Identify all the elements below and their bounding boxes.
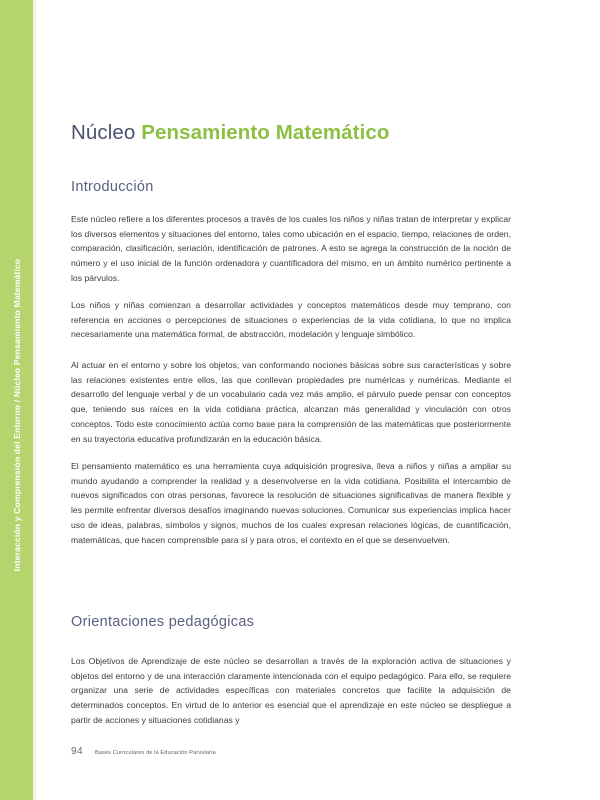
heading-orientaciones-pedagogicas: Orientaciones pedagógicas	[71, 614, 255, 631]
page-title	[71, 120, 390, 146]
intro-paragraph-3: Al actuar en el entorno y sobre los objetos, van conformando nociones básicas sobre sus características y sobre las relaciones existentes entre ellos, las que conllevan propiedades pre numéricas y numéricas. Mediante el desarrollo del lenguaje verbal y de un vocabulario cada vez más amplio, el párvulo puede pensar con conceptos que, teniendo sus raíces en la vida cotidiana práctica, alcanzan más generalidad y vinculación con otros conceptos. Todo este conocimiento actúa como base para la comprensión de las matemáticas que posteriormente en su trayectoria educativa profundizarán en la educación básica.	[71, 359, 511, 445]
intro-paragraph-4: El pensamiento matemático es una herramienta cuya adquisición progresiva, lleva a niños y niñas a ampliar su mundo ayudando a comprender la realidad y a desenvolverse en la vida cotidiana. Posibilita el intercambio de nuevos significados con otras personas, favorece la resolución de situaciones significativas de manera flexible y les permite enfrentar diversos desafíos imaginando nuevas soluciones. Comunicar sus experiencias implica hacer uso de ideas, palabras, símbolos y signos, muchos de los cuales expresan relaciones lógicas, de cuantificación, matemáticas, que hacen comprensible para sí y para otros, el contexto en el que se desenvuelven.	[71, 460, 511, 546]
orientaciones-paragraph-1: Los Objetivos de Aprendizaje de este núcleo se desarrollan a través de la exploración activa de situaciones y objetos del entorno y de una interacción claramente intencionada con el equipo pedagógico. Para ello, se requiere organizar una serie de actividades específicas con materiales concretos que facilite la adquisición de determinados conceptos. En virtud de lo anterior es esencial que el aprendizaje en este núcleo se despliegue a partir de acciones y situaciones cotidianas y	[71, 655, 511, 726]
heading-introduccion: Introducción	[71, 179, 154, 196]
footer-document-name: Bases Curriculares de la Educación Parvularia	[94, 750, 216, 756]
intro-paragraph-1: Este núcleo refiere a los diferentes procesos a través de los cuales los niños y niñas tratan de interpretar y explicar los diversos elementos y situaciones del entorno, tales como ubicación en el espacio, tiempo, relaciones de orden, comparación, clasificación, seriación, identificación de patrones. A esto se agrega la construcción de la noción de número y el uso inicial de la función ordenadora y cuantificadora del mismo, en un ámbito numérico pertinente a los párvulos.	[71, 213, 511, 284]
sidebar-divider	[33, 0, 36, 800]
page-footer	[71, 746, 216, 757]
page-title-name: Pensamiento Matemático	[141, 120, 390, 144]
sidebar-vertical-label: Interacción y Comprensión del Entorno / Núcleo Pensamiento Matemático	[11, 258, 22, 572]
intro-paragraph-2: Los niños y niñas comienzan a desarrollar actividades y conceptos matemáticos desde muy temprano, con referencia en acciones o percepciones de situaciones o experiencias de la vida cotidiana, lo que no implica necesariamente una matemática formal, de abstracción, modelación y lenguaje simbólico.	[71, 299, 511, 340]
footer-page-number: 94	[71, 746, 83, 757]
page-title-prefix: Núcleo	[71, 120, 142, 144]
sidebar-label-container	[0, 0, 33, 800]
